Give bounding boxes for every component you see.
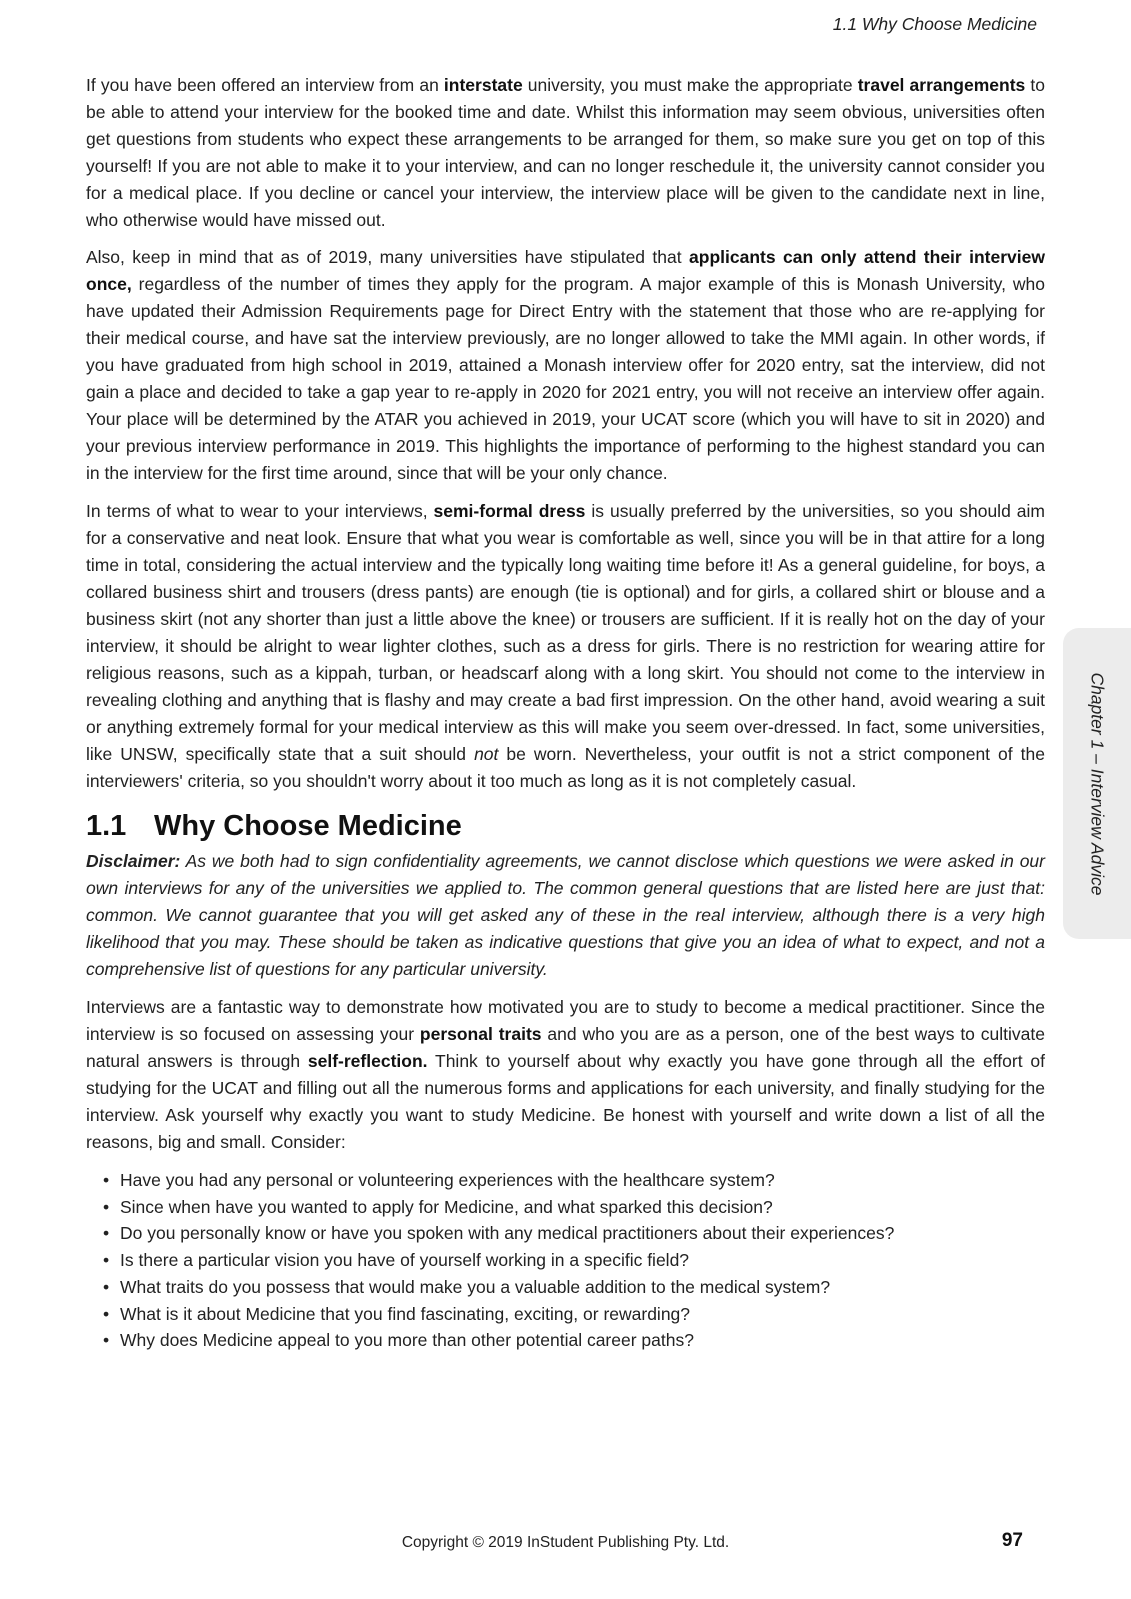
disclaimer-lead: Disclaimer: — [86, 851, 181, 871]
text-run: to be able to attend your interview for the booked time and date. Whilst this information may seem obvious, universities often get questions from students who expect these arrangements to be arranged for them, so make sure you get on top of this yourself! If you are not able to make it to your interview, and can no longer reschedule it, the university cannot consider you for a medical place. If you decline or cancel your interview, the interview place will be given to the candidate next in line, who otherwise would have missed out. — [86, 75, 1045, 230]
disclaimer-paragraph — [86, 848, 1045, 983]
section-number: 1.1 — [86, 810, 127, 842]
considerations-list — [86, 1167, 1045, 1354]
emphasis-interstate: interstate — [443, 75, 523, 95]
page-number: 97 — [1001, 1530, 1023, 1551]
list-item: • Since when have you wanted to apply for Medicine, and what sparked this decision? — [120, 1194, 1045, 1221]
page-content — [86, 72, 1045, 1354]
text-run: regardless of the number of times they apply for the program. A major example of this is Monash University, who have updated their Admission Requirements page for Direct Entry with the statement that those who are re-applying for their medical course, and have sat the interview previously, are no longer allowed to take the MMI again. In other words, if you have graduated from high school in 2019, attained a Monash interview offer for 2020 entry, sat the interview, did not gain a place and decided to take a gap year to re-apply in 2020 for 2021 entry, you will not receive an interview offer again. Your place will be determined by the ATAR you achieved in 2019, your UCAT score (which you will have to sit in 2020) and your previous interview performance in 2019. This highlights the importance of performing to the highest standard you can in the interview for the first time around, since that will be your only chance. — [86, 274, 1045, 483]
paragraph-travel-arrangements — [86, 72, 1045, 234]
emphasis-self-reflection: self-reflection. — [307, 1051, 428, 1071]
text-run: In terms of what to wear to your interviews, — [86, 501, 434, 521]
footer-copyright: Copyright © 2019 InStudent Publishing Pty. Ltd. — [401, 1534, 730, 1551]
running-header: 1.1 Why Choose Medicine — [832, 14, 1037, 34]
list-item: • What is it about Medicine that you find fascinating, exciting, or rewarding? — [120, 1301, 1045, 1328]
section-heading — [86, 808, 1045, 844]
emphasis-not: not — [474, 744, 499, 764]
text-run: If you have been offered an interview from an — [86, 75, 444, 95]
paragraph-self-reflection — [86, 994, 1045, 1156]
text-run: be worn. Nevertheless, your outfit is not a strict component of the interviewers' criteria, so you shouldn't worry about it too much as long as it is not completely casual. — [86, 744, 1045, 791]
emphasis-semi-formal-dress: semi-formal dress — [433, 501, 586, 521]
text-run: university, you must make the appropriate — [522, 75, 858, 95]
section-title: Why Choose Medicine — [154, 810, 462, 842]
text-run: Also, keep in mind that as of 2019, many universities have stipulated that — [86, 247, 690, 267]
text-run: Think to yourself about why exactly you have gone through all the effort of studying for the UCAT and filling out all the numerous forms and applications for each university, and finally studying for the interview. Ask yourself why exactly you want to study Medicine. Be honest with yourself and write down a list of all the reasons, big and small. Consider: — [86, 1051, 1045, 1152]
chapter-side-tab — [1063, 628, 1131, 939]
emphasis-attend-once: applicants can only attend their interview once, — [86, 247, 1045, 294]
text-run: is usually preferred by the universities, so you should aim for a conservative and neat look. Ensure that what you wear is comfortable as well, since you will be in that attire for a long time in total, considering the actual interview and the typically long waiting time before it! As a general guideline, for boys, a collared business shirt and trousers (dress pants) are enough (tie is optional) and for girls, a collared shirt or blouse and a business skirt (not any shorter than just a little above the knee) or trousers are sufficient. If it is really hot on the day of your interview, it should be alright to wear lighter clothes, such as a dress for girls. There is no restriction for wearing attire for religious reasons, such as a kippah, turban, or headscarf along with a long skirt. You should not come to the interview in revealing clothing and anything that is flashy and may create a bad first impression. On the other hand, avoid wearing a suit or anything extremely formal for your medical interview as this will make you seem over-dressed. In fact, some universities, like UNSW, specifically state that a suit should — [86, 501, 1045, 764]
disclaimer-text: As we both had to sign confidentiality agreements, we cannot disclose which questions we were asked in our own interviews for any of the universities we applied to. The common general questions that are listed here are just that: common. We cannot guarantee that you will get asked any of these in the real interview, although there is a very high likelihood that you may. These should be taken as indicative questions that give you an idea of what to expect, and not a comprehensive list of questions for any particular university. — [86, 851, 1045, 979]
paragraph-attend-once — [86, 244, 1045, 487]
list-item: • Is there a particular vision you have of yourself working in a specific field? — [120, 1247, 1045, 1274]
chapter-side-tab-label: Chapter 1 – Interview Advice — [1087, 671, 1108, 896]
list-item: • Do you personally know or have you spoken with any medical practitioners about their experiences? — [120, 1220, 1045, 1247]
emphasis-personal-traits: personal traits — [419, 1024, 542, 1044]
list-item: • Have you had any personal or volunteering experiences with the healthcare system? — [120, 1167, 1045, 1194]
list-item: • Why does Medicine appeal to you more than other potential career paths? — [120, 1327, 1045, 1354]
paragraph-dress-code — [86, 498, 1045, 795]
text-run: Interviews are a fantastic way to demonstrate how motivated you are to study to become a medical practitioner. Since the interview is so focused on assessing your — [86, 997, 1045, 1044]
list-item: • What traits do you possess that would make you a valuable addition to the medical system? — [120, 1274, 1045, 1301]
text-run: and who you are as a person, one of the best ways to cultivate natural answers is through — [86, 1024, 1045, 1071]
emphasis-travel-arrangements: travel arrangements — [857, 75, 1026, 95]
